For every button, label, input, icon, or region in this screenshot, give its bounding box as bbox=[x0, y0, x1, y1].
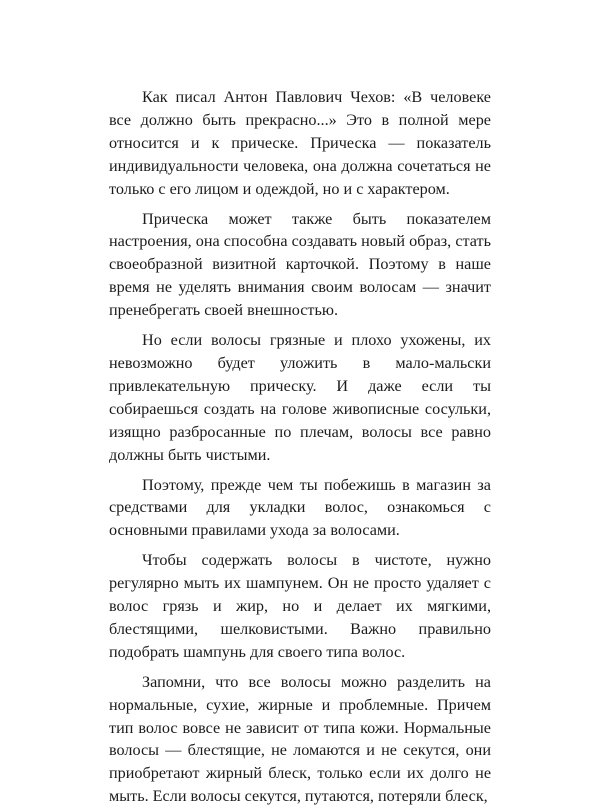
paragraph-6: Запомни, что все волосы можно разделить на нормальные, сухие, жирные и проблемные. Причем тип волос вовсе не зависит от типа кожи. Нормальные волосы — блестящие, не ломаются и не секутся, они приобретают жирный блеск, только если их долго не мыть. Если волосы секутся, путаются, потеряли блеск, bbox=[109, 672, 491, 806]
body-text bbox=[109, 86, 491, 808]
paragraph-2: Прическа может также быть показателем настроения, она способна создавать новый образ, стать своеобразной визитной карточкой. Поэтому в наше время не уделять внимания своим волосам — значит пренебрегать своей внешностью. bbox=[109, 209, 491, 320]
paragraph-1: Как писал Антон Павлович Чехов: «В человеке все должно быть прекрасно...» Это в полной мере относится и к прическе. Прическа — показатель индивидуальности человека, она должна сочетаться не только с его лицом и одеждой, но и с характером. bbox=[109, 88, 491, 198]
paragraph-5: Чтобы содержать волосы в чистоте, нужно регулярно мыть их шампунем. Он не просто удаляет с волос грязь и жир, но и делает их мягкими, блестящими, шелковистыми. Важно правильно подобрать шампунь для своего типа волос. bbox=[109, 551, 491, 661]
paragraph-4: Поэтому, прежде чем ты побежишь в магазин за средствами для укладки волос, ознакомься с основными правилами ухода за волосами. bbox=[109, 475, 491, 540]
paragraph-3: Но если волосы грязные и плохо ухожены, их невозможно будет уложить в мало-мальски привлекательную прическу. И даже если ты собираешься создать на голове живописные сосульки, изящно разбросанные по плечам, волосы все равно должны быть чистыми. bbox=[109, 331, 491, 464]
